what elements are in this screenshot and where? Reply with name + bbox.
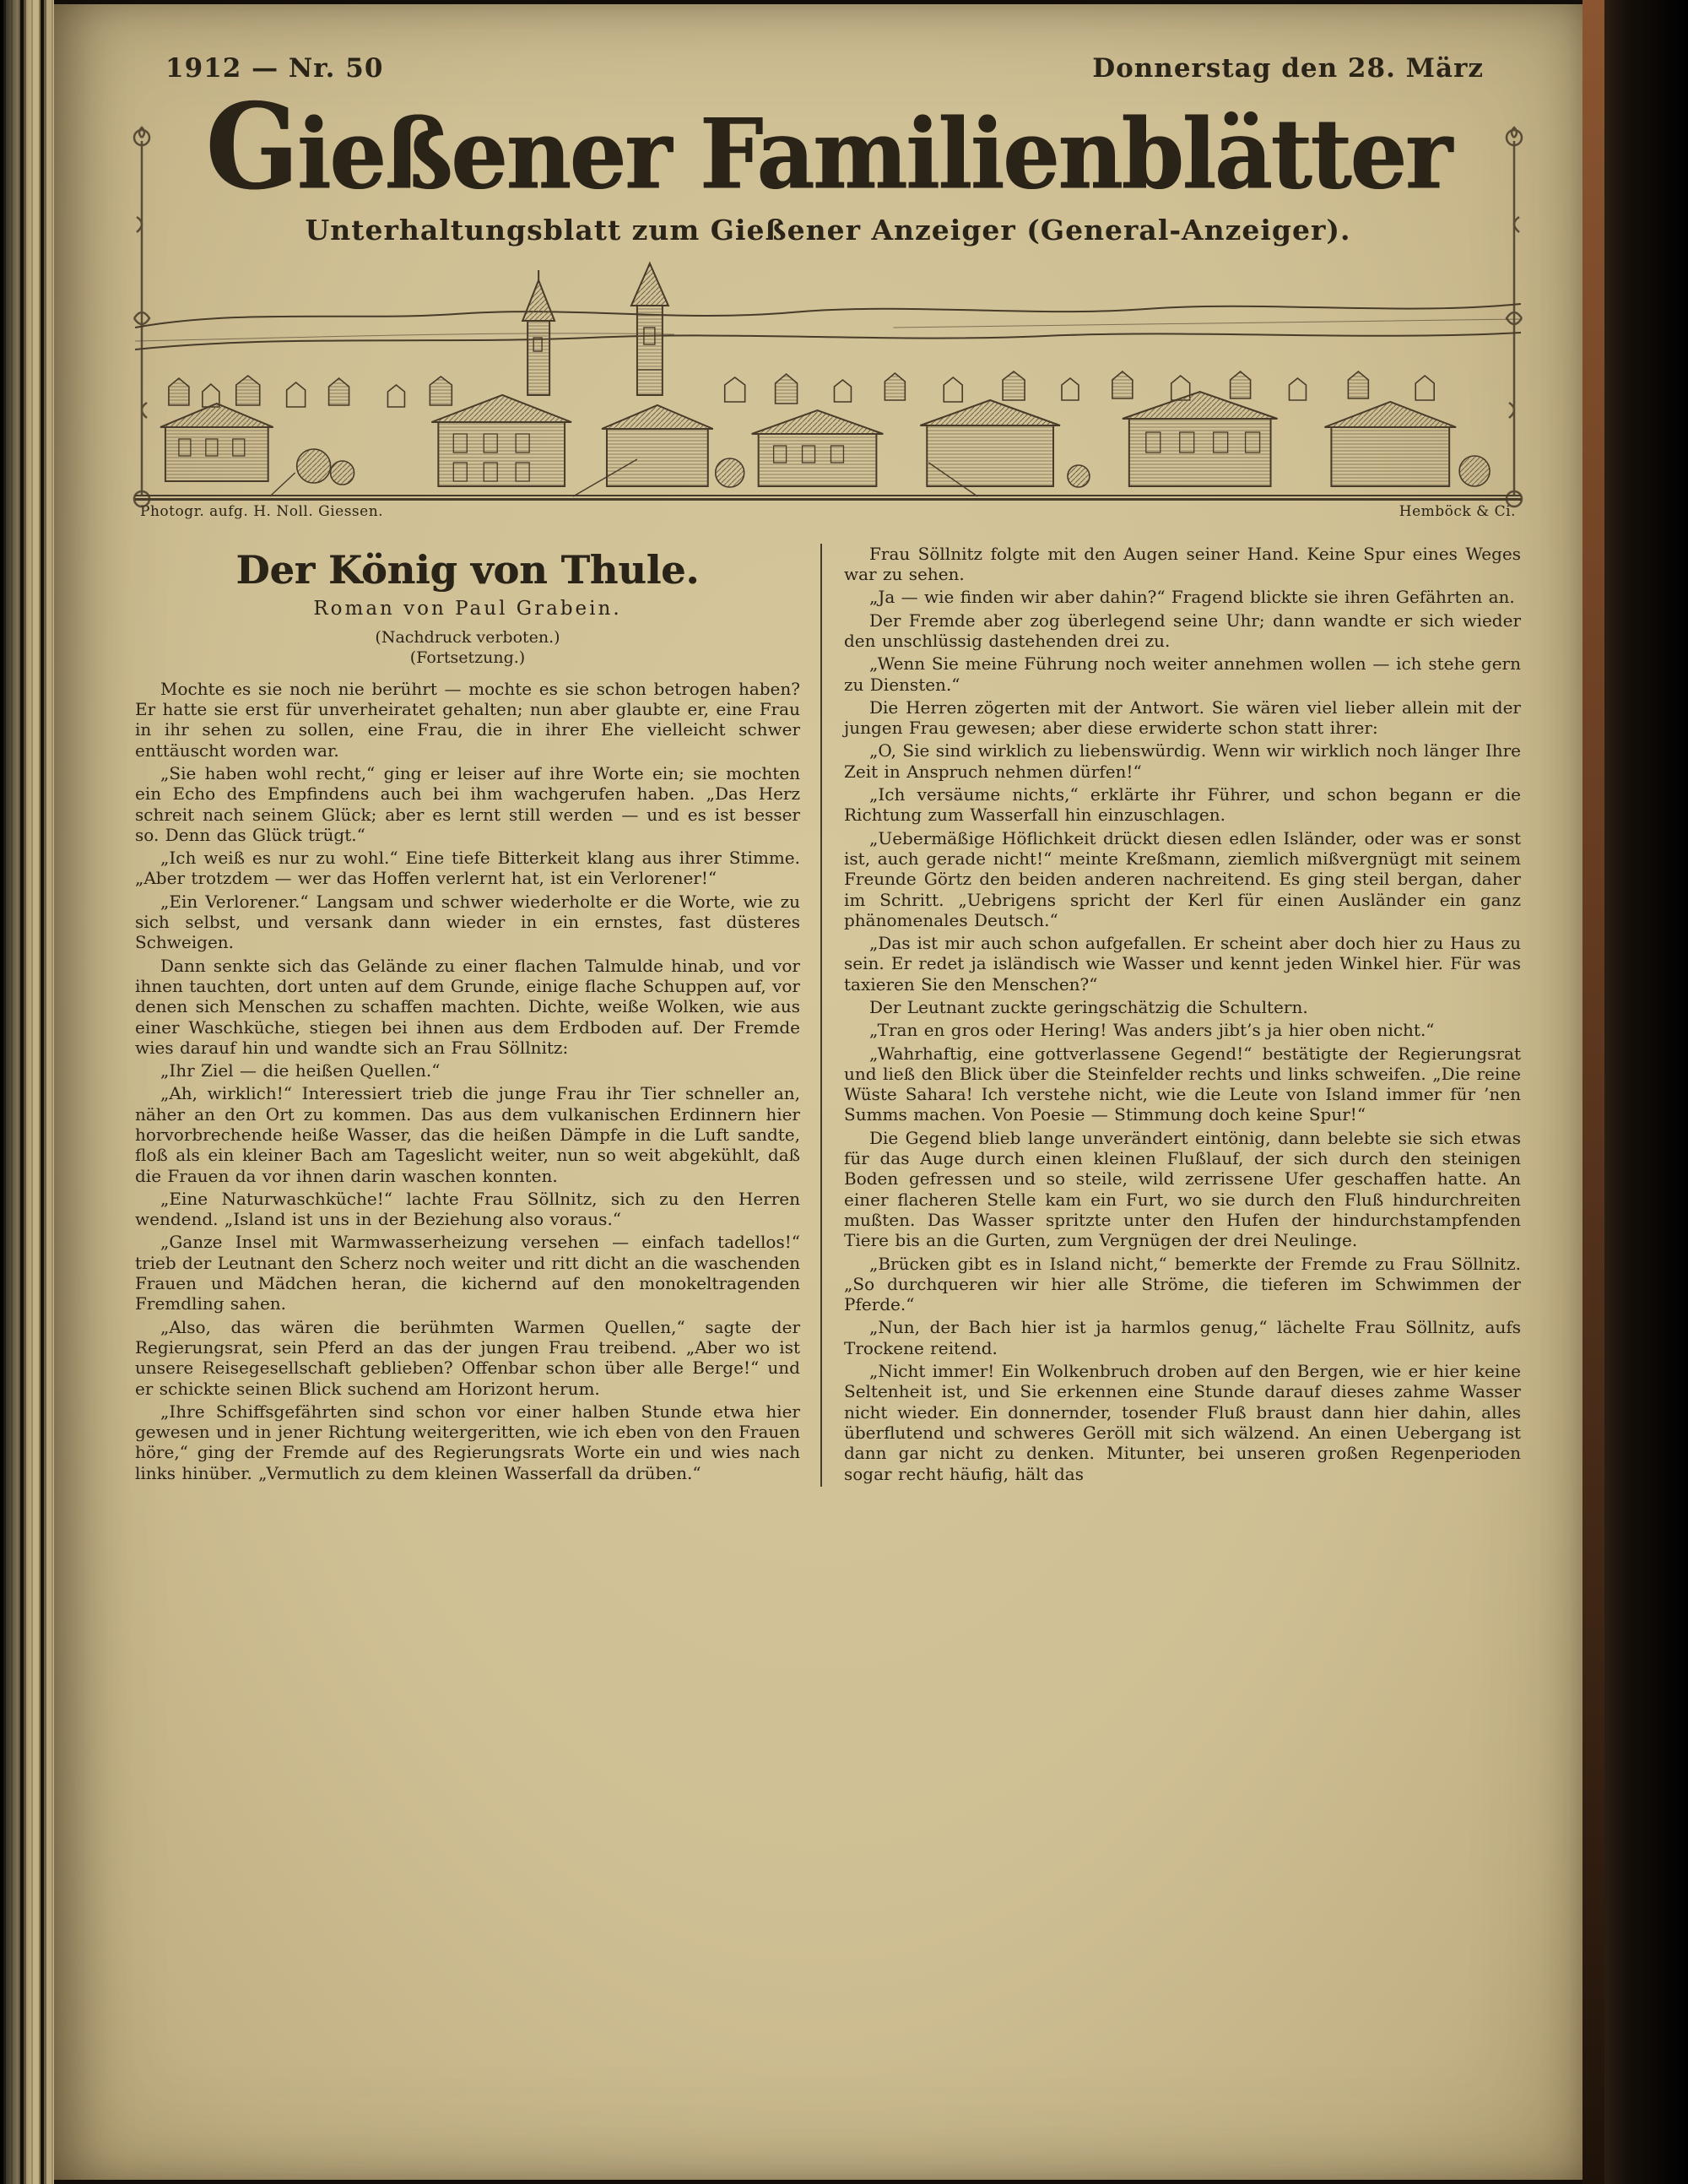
- article-paragraph: „Ihr Ziel — die heißen Quellen.“: [160, 1060, 441, 1081]
- article-paragraph: „Ein Verlorener.“ Langsam und schwer wiederholte er die Worte, wie zu sich selbst, und versank dann wieder in ein ernstes, fast düsteres Schweigen.: [135, 891, 800, 953]
- article-title: Der König von Thule.: [235, 546, 700, 593]
- city-panorama-illustration: [135, 260, 1521, 501]
- article-byline: Roman von Paul Grabein.: [313, 597, 622, 620]
- article-paragraph: „Ihre Schiffsgefährten sind schon vor einer halben Stunde etwa hier gewesen und in jener Richtung weitergeritten, wie ich eben von den Frauen höre,“ ging der Fremde auf des Regierungsrats Worte ein und wies nach links hinüber. „Vermutlich zu dem kleinen Wasserfall da drüben.“: [135, 1401, 800, 1483]
- article-paragraph: „Uebermäßige Höflichkeit drückt diesen edlen Isländer, oder was er sonst ist, auch gerade nicht!“ meinte Kreßmann, ziemlich mißvergnügt mit seinem Freunde Görtz den beiden anderen nachreitend. Es ging steil bergan, daher im Schritt. „Uebrigens spricht der Kerl für einen Ausländer ein ganz phänomenales Deutsch.“: [844, 827, 1521, 930]
- issue-date: Donnerstag den 28. März: [1092, 53, 1484, 84]
- photo-credit: Photogr. aufg. H. Noll. Giessen.: [140, 502, 384, 520]
- masthead-subtitle: Unterhaltungsblatt zum Gießener Anzeiger (General-Anzeiger).: [305, 213, 1351, 247]
- book-cover-right: [1582, 0, 1688, 2184]
- article-paragraph: „Also, das wären die berühmten Warmen Quellen,“ sagte der Regierungsrat, sein Pferd an das der jungen Frau treibend. „Aber wo ist unsere Reisegesellschaft geblieben? Offenbar schon über alle Berge!“ und er schickte seinen Blick suchend am Horizont herum.: [135, 1316, 800, 1399]
- article-paragraph: „Brücken gibt es in Island nicht,“ bemerkte der Fremde zu Frau Söllnitz. „So durchqueren wir hier alle Ströme, die tieferen im Schwimmen der Pferde.“: [844, 1253, 1521, 1315]
- article-paragraph: Der Leutnant zuckte geringschätzig die Schultern.: [869, 997, 1308, 1017]
- issue-number: 1912 — Nr. 50: [165, 53, 384, 84]
- illustration-captions: [135, 503, 1521, 520]
- article-paragraph: „Wahrhaftig, eine gottverlassene Gegend!“ bestätigte der Regierungsrat und ließ den Blick über die Steinfelder rechts und links schweifen. „Die reine Wüste Sahara! Ich verstehe nicht, wie die Leute von Island immer für ’nen Summs machen. Von Poesie — Stimmung doch keine Spur!“: [844, 1043, 1521, 1125]
- book-page-edges: [0, 0, 54, 2184]
- article-body-right: [844, 544, 1521, 1484]
- masthead: [135, 78, 1521, 247]
- article-paragraph: Die Gegend blieb lange unverändert eintönig, dann belebte sie sich etwas für das Auge durch einen kleinen Flußlauf, der sich durch den steinigen Boden gefressen und so steile, wild zerrissene Ufer geschaffen hatte. An einer flacheren Stelle kam ein Furt, wo sie durch den Fluß hindurchreiten mußten. Das Wasser spritzte unter den Hufen der hindurchstampfenden Tiere bis an die Gurten, zum Vergnügen der drei Neulinge.: [844, 1127, 1521, 1251]
- article-paragraph: „Eine Naturwaschküche!“ lachte Frau Söllnitz, sich zu den Herren wendend. „Island ist uns in der Beziehung also voraus.“: [135, 1188, 800, 1230]
- engraver-credit: Hemböck & Ci.: [1399, 502, 1516, 520]
- article-paragraph: „Ah, wirklich!“ Interessiert trieb die junge Frau ihr Tier schneller an, näher an den Ort zu kommen. Das aus dem vulkanischen Erdinnern hier horvorbrechende heiße Wasser, das die heißen Dämpfe in die Luft sandte, floß als ein kleiner Bach am Tageslicht weiter, nun so weit abgekühlt, daß die Frauen da vor ihnen darin waschen konnten.: [135, 1083, 800, 1186]
- article-paragraph: „Nicht immer! Ein Wolkenbruch droben auf den Bergen, wie er hier keine Seltenheit ist, und Sie erkennen eine Stunde darauf dieses zahme Wasser nicht wieder. Ein donnernder, tosender Fluß braust dann hier dahin, alles überflutend und schweres Geröll mit sich wälzend. An einen Uebergang ist dann gar nicht zu denken. Mitunter, bei unseren großen Regenperioden sogar recht häufig, hält das: [844, 1361, 1521, 1484]
- article-paragraph: „Wenn Sie meine Führung noch weiter annehmen wollen — ich stehe gern zu Diensten.“: [844, 653, 1521, 695]
- city-panorama-drawing: [135, 260, 1521, 498]
- article-column-left: [135, 544, 820, 1487]
- article-paragraph: Frau Söllnitz folgte mit den Augen seiner Hand. Keine Spur eines Weges war zu sehen.: [844, 543, 1521, 585]
- masthead-title: Gießener Familienblätter: [205, 78, 1451, 217]
- church-spire-icon: [631, 263, 668, 395]
- article-paragraph: Dann senkte sich das Gelände zu einer flachen Talmulde hinab, und vor ihnen tauchten, dort unten auf dem Grunde, einige flache Schuppen auf, vor denen sich Menschen zu schaffen machten. Dichte, weiße Wolken, wie aus einer Waschküche, stiegen bei ihnen aus dem Erdboden auf. Der Fremde wies darauf hin und wandte sich an Frau Söllnitz:: [135, 955, 800, 1058]
- article-paragraph: „Ja — wie finden wir aber dahin?“ Fragend blickte sie ihren Gefährten an.: [869, 587, 1515, 608]
- article-paragraph: „Sie haben wohl recht,“ ging er leiser auf ihre Worte ein; sie mochten ein Echo des Empfindens auch bei ihm wachgerufen haben. „Das Herz schreit nach seinem Glück; aber es lernt still werden — und es ist besser so. Denn das Glück trügt.“: [135, 762, 800, 845]
- article-body-left: [135, 679, 800, 1483]
- article-paragraph: „Tran en gros oder Hering! Was anders jibt’s ja hier oben nicht.“: [869, 1020, 1435, 1041]
- article-note-continuation: (Fortsetzung.): [409, 648, 526, 667]
- article-paragraph: „Das ist mir auch schon aufgefallen. Er scheint aber doch hier zu Haus zu sein. Er redet ja isländisch wie Wasser und kennt jeden Winkel hier. Für was taxieren Sie den Menschen?“: [844, 933, 1521, 994]
- article-paragraph: „Ich weiß es nur zu wohl.“ Eine tiefe Bitterkeit klang aus ihrer Stimme. „Aber trotzdem — wer das Hoffen verlernt hat, ist ein Verlorener!“: [135, 848, 800, 889]
- article-paragraph: „Ich versäume nichts,“ erklärte ihr Führer, und schon begann er die Richtung zum Wasserfall hin einzuschlagen.: [844, 784, 1521, 826]
- article-column-right: [820, 544, 1521, 1487]
- church-tower-icon: [522, 270, 555, 395]
- article-paragraph: „Nun, der Bach hier ist ja harmlos genug,“ lächelte Frau Söllnitz, aufs Trockene reitend.: [844, 1317, 1521, 1358]
- article: [135, 544, 1521, 1487]
- article-note-copyright: (Nachdruck verboten.): [375, 627, 560, 647]
- article-paragraph: „O, Sie sind wirklich zu liebenswürdig. Wenn wir wirklich noch länger Ihre Zeit in Anspruch nehmen dürfen!“: [844, 740, 1521, 782]
- article-paragraph: Der Fremde aber zog überlegend seine Uhr; dann wandte er sich wieder den unschlüssig dastehenden drei zu.: [844, 610, 1521, 651]
- newspaper-page: [54, 4, 1583, 2180]
- article-paragraph: „Ganze Insel mit Warmwasserheizung versehen — einfach tadellos!“ trieb der Leutnant den Scherz noch weiter und ritt dicht an die waschenden Frauen und Mädchen heran, die kichernd auf den monokeltragenden Fremdling sahen.: [135, 1232, 800, 1314]
- article-paragraph: Mochte es sie noch nie berührt — mochte es sie schon betrogen haben? Er hatte sie erst für unverheiratet gehalten; nun aber glaubte er, eine Frau in ihr sehen zu sollen, eine Frau, die in ihrer Ehe vielleicht schwer enttäuscht worden war.: [135, 678, 800, 761]
- issue-header: [135, 53, 1521, 89]
- article-paragraph: Die Herren zögerten mit der Antwort. Sie wären viel lieber allein mit der jungen Frau gewesen; aber diese erwiderte schon statt ihrer:: [844, 696, 1521, 739]
- book-cover-edge: [1582, 0, 1604, 2184]
